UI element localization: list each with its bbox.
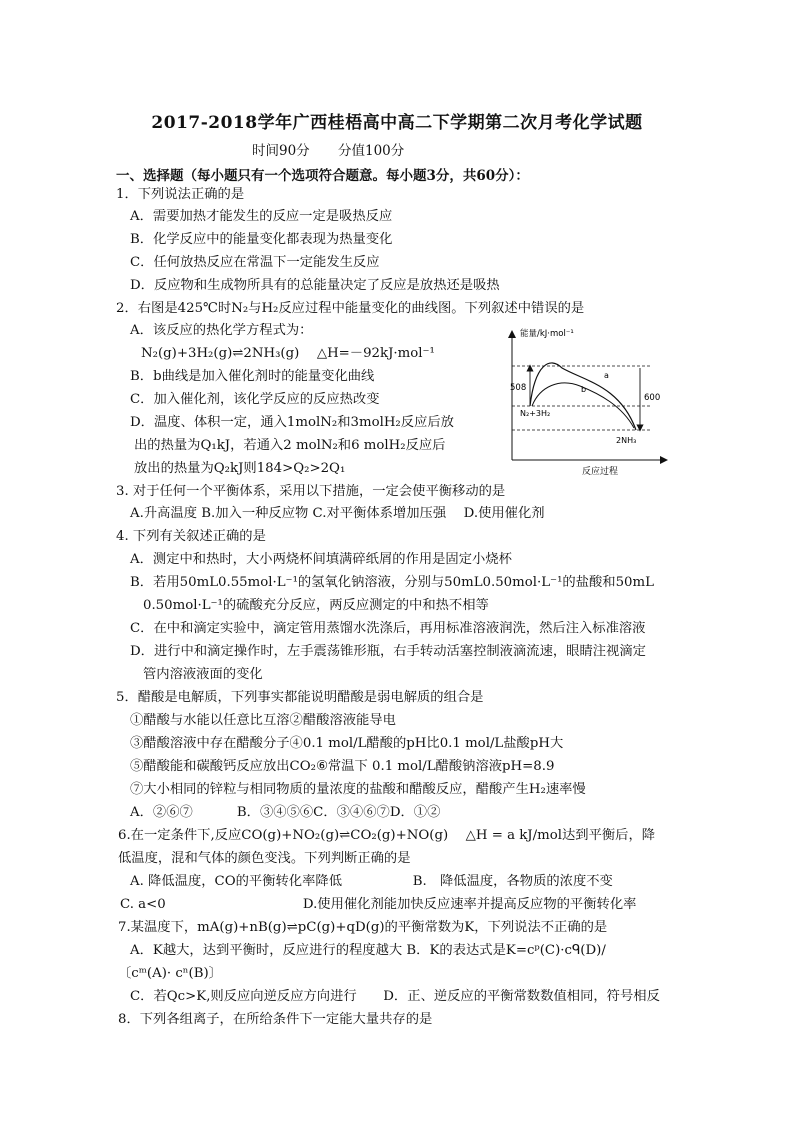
exam-score: 分值100分	[337, 143, 405, 159]
q4-option-c: C．在中和滴定实验中，滴定管用蒸馏水洗涤后，再用标准溶液润洗，然后注入标准溶液	[130, 621, 646, 636]
q2-option-d-cont2: 放出的热量为Q₂kJ则184>Q₂>2Q₁	[134, 461, 346, 476]
q7-option-b-cont: 〔cᵐ(A)· cⁿ(B)〕	[118, 966, 222, 981]
q6-options-ab: A. 降低温度，CO的平衡转化率降低 B. 降低温度，各物质的浓度不变	[130, 874, 613, 889]
question-8: 8．下列各组离子，在所给条件下一定能大量共存的是	[118, 1012, 433, 1027]
curve-a	[530, 363, 636, 430]
question-2: 2．右图是425℃时N₂与H₂反应过程中能量变化的曲线图。下列叙述中错误的是	[116, 301, 585, 316]
label-600: 600	[644, 393, 661, 403]
q4-option-a: A．测定中和热时，大小两烧杯间填满碎纸屑的作用是固定小烧杯	[130, 552, 512, 567]
question-5: 5．醋酸是电解质，下列事实都能说明醋酸是弱电解质的组合是	[116, 690, 484, 705]
q4-option-d-cont: 管内溶液液面的变化	[143, 667, 263, 682]
question-6: 6.在一定条件下,反应CO(g)+NO₂(g)⇌CO₂(g)+NO(g) △H = a kJ/mol达到平衡后，降	[118, 828, 656, 843]
q4-option-b-cont: 0.50mol·L⁻¹的硫酸充分反应，两反应测定的中和热不相等	[143, 598, 489, 613]
x-axis-label: 反应过程	[582, 467, 619, 476]
q5-options: A．②⑥⑦ B．③④⑤⑥C．③④⑥⑦D．①②	[130, 805, 441, 820]
q5-statements-3: ⑤醋酸能和碳酸钙反应放出CO₂⑥常温下 0.1 mol/L醋酸钠溶液pH=8.9	[130, 759, 555, 774]
label-508: 508	[510, 383, 527, 393]
q7-options-cd: C．若Qc>K,则反应向逆反应方向进行 D．正、逆反应的平衡常数数值相同，符号相反	[130, 989, 660, 1004]
q3-options: A.升高温度 B.加入一种反应物 C.对平衡体系增加压强 D.使用催化剂	[130, 506, 545, 521]
q4-option-d: D．进行中和滴定操作时，左手震荡锥形瓶，右手转动活塞控制液滴流速，眼睛注视滴定	[130, 644, 646, 659]
question-4: 4. 下列有关叙述正确的是	[116, 529, 266, 544]
question-7: 7.某温度下，mA(g)+nB(g)⇌pC(g)+qD(g)的平衡常数为K，下列说法不正确的是	[118, 920, 608, 935]
question-6-cont: 低温度，混和气体的颜色变浅。下列判断正确的是	[118, 851, 411, 866]
q1-option-a: A．需要加热才能发生的反应一定是吸热反应	[130, 209, 393, 224]
exam-meta	[252, 139, 428, 159]
q2-option-a: A．该反应的热化学方程式为：	[130, 323, 313, 338]
energy-diagram	[490, 326, 670, 476]
q4-option-b: B．若用50mL0.55mol·L⁻¹的氢氧化钠溶液，分别与50mL0.50mol·L⁻¹的盐酸和50mL	[130, 575, 654, 590]
q5-statements-4: ⑦大小相同的锌粒与相同物质的量浓度的盐酸和醋酸反应，醋酸产生H₂速率慢	[130, 782, 586, 797]
section-heading: 一、选择题（每小题只有一个选项符合题意。每小题3分，共60分）：	[116, 168, 529, 184]
q1-option-c: C．任何放热反应在常温下一定能发生反应	[130, 255, 380, 270]
curve-b-label: b	[581, 385, 587, 394]
reactants-label: N₂+3H₂	[520, 409, 551, 418]
q2-option-c: C．加入催化剂，该化学反应的反应热改变	[130, 392, 380, 407]
q2-option-b: B．b曲线是加入催化剂时的能量变化曲线	[130, 369, 375, 384]
question-1: 1．下列说法正确的是	[116, 187, 245, 202]
exam-title: 2017-2018学年广西桂梧高中高二下学期第二次月考化学试题	[151, 113, 643, 133]
q1-option-b: B．化学反应中的能量变化都表现为热量变化	[130, 232, 393, 247]
exam-time: 时间90分	[252, 143, 310, 159]
product-label: 2NH₃	[616, 436, 637, 445]
curve-a-label: a	[604, 371, 609, 380]
question-3: 3. 对于任何一个平衡体系，采用以下措施，一定会使平衡移动的是	[116, 484, 506, 499]
q7-options-ab: A．K越大，达到平衡时，反应进行的程度越大 B．K的表达式是K=cᵖ(C)·cᑫ(D)/	[130, 943, 606, 958]
y-axis-label: 能量/kJ·mol⁻¹	[520, 329, 574, 339]
q2-option-d: D．温度、体积一定，通入1molN₂和3molH₂反应后放	[130, 415, 454, 430]
q2-option-d-cont1: 出的热量为Q₁kJ，若通入2 molN₂和6 molH₂反应后	[134, 438, 446, 453]
q1-option-d: D．反应物和生成物所具有的总能量决定了反应是放热还是吸热	[130, 278, 500, 293]
q2-equation: N₂(g)+3H₂(g)⇌2NH₃(g) △H=－92kJ·mol⁻¹	[141, 346, 435, 361]
q5-statements-2: ③醋酸溶液中存在醋酸分子④0.1 mol/L醋酸的pH比0.1 mol/L盐酸pH大	[130, 736, 564, 751]
q6-options-cd: C. a<0 D.使用催化剂能加快反应速率并提高反应物的平衡转化率	[120, 897, 637, 912]
q5-statements-1: ①醋酸与水能以任意比互溶②醋酸溶液能导电	[130, 713, 396, 728]
